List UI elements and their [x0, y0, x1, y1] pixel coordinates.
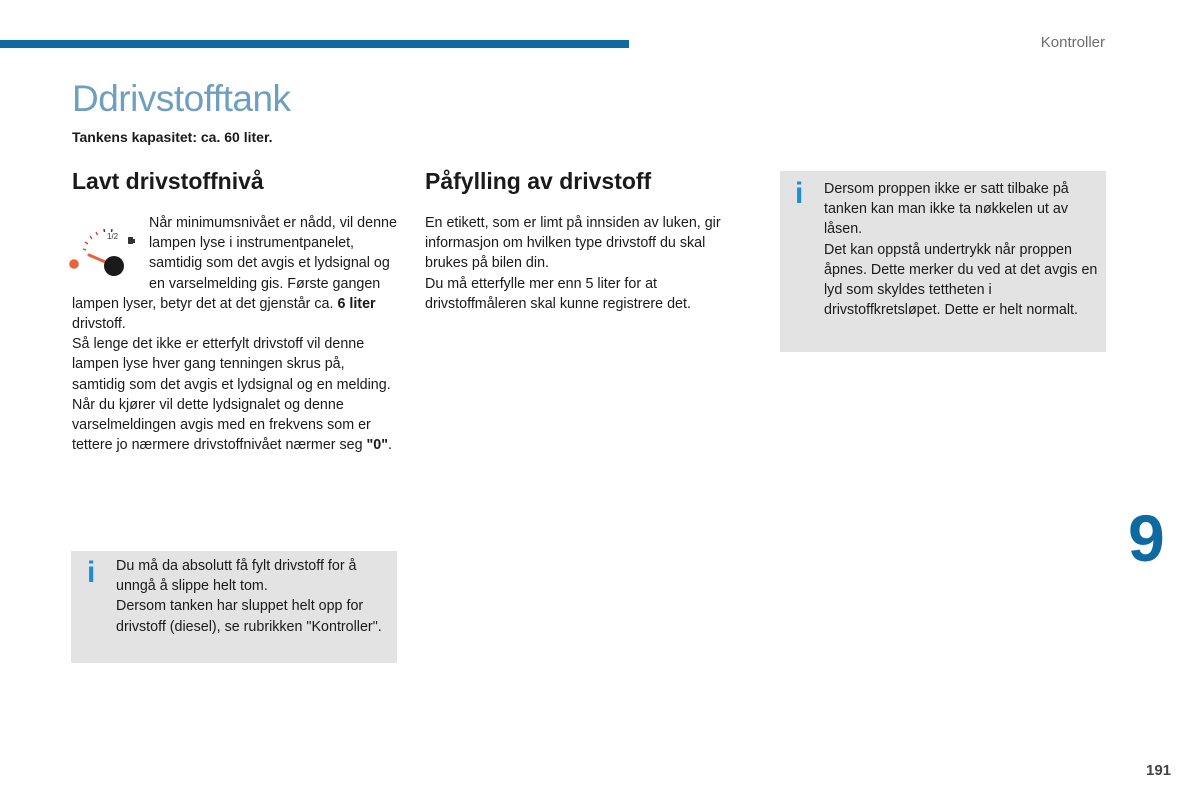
low-fuel-p2-end: .: [388, 437, 393, 454]
heading-low-fuel: Lavt drivstoffnivå: [72, 168, 264, 194]
note-box-cap: [780, 171, 1106, 352]
header-accent-bar: [0, 40, 629, 48]
note-line: Det kan oppstå undertrykk når proppen åpnes. Dette merker du ved at det avgis en lyd som skyldes tettheten i drivstoffkretsløpet. Dette er helt normalt.: [824, 241, 1098, 319]
refuelling-p2: Du må etterfylle mer enn 5 liter for at drivstoffmåleren skal kunne registrere det.: [425, 275, 691, 312]
info-icon: i: [87, 556, 96, 589]
heading-refuelling: Påfylling av drivstoff: [425, 168, 652, 194]
low-fuel-zero: "0": [366, 437, 389, 454]
fuel-gauge-icon: [69, 215, 141, 281]
note-line: Dersom proppen ikke er satt tilbake på tanken kan man ikke ta nøkkelen ut av låsen.: [824, 181, 1069, 238]
note-text-low-fuel: [116, 556, 388, 637]
low-fuel-amount: 6 liter: [337, 295, 376, 312]
refuelling-text: [425, 213, 750, 314]
info-icon: i: [795, 177, 804, 210]
tank-capacity: Tankens kapasitet: ca. 60 liter.: [72, 129, 273, 145]
refuelling-p1: En etikett, som er limt på innsiden av luken, gir informasjon om hvilken type drivstoff du skal brukes på bilen din.: [425, 215, 721, 272]
note-text-cap: [824, 179, 1099, 320]
low-fuel-p2: Så lenge det ikke er etterfylt drivstoff vil denne lampen lyse hver gang tenningen skrus på, samtidig som det avgis et lydsignal og en melding. Når du kjører vil dette lydsignalet og denne varselmeldingen avgis med en frekvens som er tettere jo nærmere drivstoffnivået nærmer seg: [72, 336, 391, 454]
note-box-low-fuel: [71, 551, 397, 663]
page-title: Ddrivstofftank: [72, 78, 291, 119]
section-name: Kontroller: [1040, 34, 1105, 51]
low-fuel-p1-end: drivstoff.: [72, 316, 126, 333]
gauge-half-label: 1/2: [107, 232, 119, 241]
note-line: Dersom tanken har sluppet helt opp for drivstoff (diesel), se rubrikken "Kontroller".: [116, 598, 382, 635]
page-number: 191: [1146, 762, 1172, 779]
low-fuel-text: [72, 213, 398, 455]
low-fuel-p1: Når minimumsnivået er nådd, vil denne lampen lyse i instrumentpanelet, samtidig som det avgis et lydsignal og en varselmelding gis. Første gangen lampen lyser, betyr det at det gjenstår ca.: [72, 215, 397, 312]
chapter-number: 9: [1128, 501, 1165, 575]
note-line: Du må da absolutt få fylt drivstoff for å unngå å slippe helt tom.: [116, 558, 357, 595]
